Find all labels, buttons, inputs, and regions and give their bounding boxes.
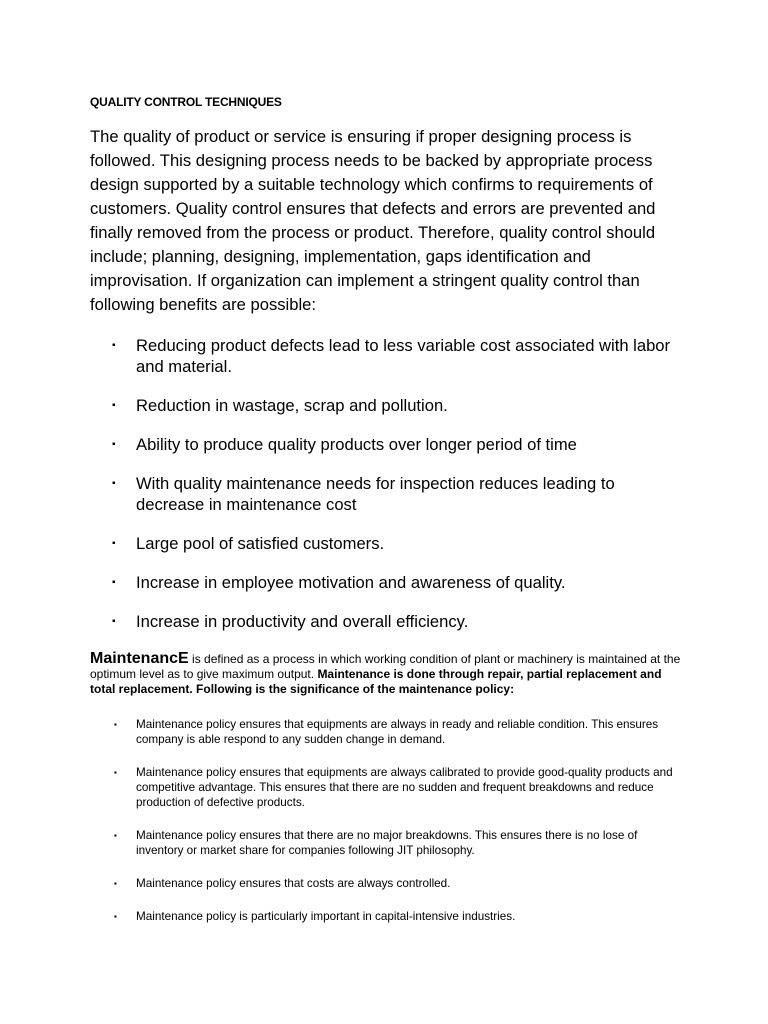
list-item-text: Maintenance policy ensures that equipments are always calibrated to provide good-quality products and competitive advantage. This ensures that there are no sudden and frequent breakdowns and reduce production of defective products. <box>136 766 673 809</box>
bullet-icon: ▪ <box>112 400 116 411</box>
bullet-icon: ▪ <box>112 538 116 549</box>
list-item <box>114 717 674 747</box>
bullet-icon: ▪ <box>112 478 116 489</box>
bullet-icon: ▪ <box>114 912 117 921</box>
list-item <box>114 909 674 924</box>
list-item <box>114 876 674 891</box>
maintenance-lead-word: MaintenancE <box>90 650 189 667</box>
benefits-list <box>112 335 682 650</box>
bullet-icon: ▪ <box>112 340 116 351</box>
list-item-text: Reducing product defects lead to less variable cost associated with labor and material. <box>136 336 671 376</box>
list-item <box>114 765 674 810</box>
list-item <box>112 533 682 554</box>
list-item-text: Reduction in wastage, scrap and pollution. <box>136 396 448 415</box>
list-item <box>112 335 682 377</box>
section-heading: QUALITY CONTROL TECHNIQUES <box>90 95 282 109</box>
maintenance-bold-text: Maintenance is done through repair, partial replacement and total replacement. Following is the significance of the maintenance policy: <box>90 667 662 696</box>
list-item <box>112 611 682 632</box>
list-item-text: Large pool of satisfied customers. <box>136 534 385 553</box>
list-item-text: Maintenance policy ensures that equipments are always in ready and reliable condition. This ensures company is able respond to any sudden change in demand. <box>136 718 659 746</box>
list-item-text: Ability to produce quality products over longer period of time <box>136 435 577 454</box>
bullet-icon: ▪ <box>112 439 116 450</box>
list-item-text: Increase in productivity and overall efficiency. <box>136 612 469 631</box>
bullet-icon: ▪ <box>112 577 116 588</box>
list-item <box>112 473 682 515</box>
maintenance-points-list <box>114 717 674 942</box>
intro-paragraph: The quality of product or service is ensuring if proper designing process is followed. This designing process needs to be backed by appropriate process design supported by a suitable technology which confirms to requirements of customers. Quality control ensures that defects and errors are prevented and finally removed from the process or product. Therefore, quality control should include; planning, designing, implementation, gaps identification and improvisation. If organization can implement a stringent quality control than following benefits are possible: <box>90 127 656 314</box>
list-item-text: Increase in employee motivation and awareness of quality. <box>136 573 566 592</box>
bullet-icon: ▪ <box>114 720 117 729</box>
bullet-icon: ▪ <box>112 616 116 627</box>
list-item <box>112 572 682 593</box>
list-item-text: Maintenance policy is particularly important in capital-intensive industries. <box>136 910 516 923</box>
list-item-text: Maintenance policy ensures that there are no major breakdowns. This ensures there is no lose of inventory or market share for companies following JIT philosophy. <box>136 829 638 857</box>
bullet-icon: ▪ <box>114 831 117 840</box>
maintenance-paragraph <box>90 651 690 697</box>
maintenance-definition: is defined as a process in which working condition of plant or machinery is maintained at the optimum level as to give maximum output. <box>90 652 681 681</box>
list-item <box>112 395 682 416</box>
list-item <box>112 434 682 455</box>
bullet-icon: ▪ <box>114 879 117 888</box>
list-item-text: Maintenance policy ensures that costs are always controlled. <box>136 877 451 890</box>
bullet-icon: ▪ <box>114 768 117 777</box>
list-item <box>114 828 674 858</box>
list-item-text: With quality maintenance needs for inspection reduces leading to decrease in maintenance cost <box>136 474 615 514</box>
